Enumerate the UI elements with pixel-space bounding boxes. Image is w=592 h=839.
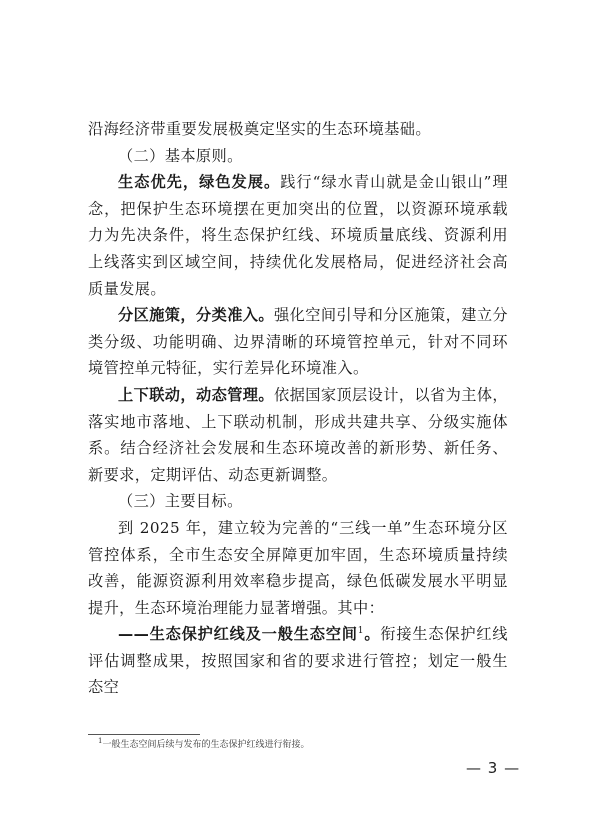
footnote (98, 739, 309, 751)
paragraph-text: 沿海经济带重要发展极奠定坚实的生态环境基础。 (88, 120, 431, 138)
section-heading-text: （三）主要目标。 (118, 492, 243, 511)
footnote-mark: 1 (98, 737, 103, 745)
paragraph-principle-zoning (88, 302, 508, 382)
paragraph-targets-overview (88, 515, 508, 621)
principle-text: 强化空间引导和分区施策，建立分类分级、功能明确、边界清晰的环境管控单元，针对不同环境管控单元特征，实行差异化环境准入。 (88, 306, 509, 378)
paragraph-continuation (88, 116, 508, 143)
section-heading-main-targets (88, 488, 508, 515)
footnote-divider (88, 734, 200, 735)
section-heading-text: （二）基本原则。 (118, 146, 243, 165)
target-text: 衔接生态保护红线评估调整成果，按照国家和省的要求进行管控；划定一般生态空 (88, 625, 508, 697)
section-heading-basic-principles (88, 143, 508, 170)
body-text (88, 116, 508, 701)
principle-heading: 上下联动，动态管理。 (118, 385, 275, 404)
paragraph-principle-linkage (88, 382, 508, 488)
paragraph-target-ecological-redline (88, 621, 508, 701)
footnote-text: 一般生态空间后续与发布的生态保护红线进行衔接。 (102, 740, 310, 750)
footnote-reference[interactable]: 1 (357, 626, 364, 637)
principle-heading: 分区施策，分类准入。 (118, 306, 275, 325)
principle-text: 践行“绿水青山就是金山银山”理念，把保护生态环境摆在更加突出的位置，以资源环境承载力为先决条件，将生态保护红线、环境质量底线、资源利用上线落实到区域空间，持续优化发展格局，促进经济社会高质量发展。 (88, 173, 509, 298)
target-heading: ——生态保护红线及一般生态空间 (118, 625, 358, 644)
principle-text: 依据国家顶层设计，以省为主体，落实地市落地、上下联动机制，形成共建共享、分级实施体系。结合经济社会发展和生态环境改善的新形势、新任务、新要求，定期评估、动态更新调整。 (88, 385, 509, 484)
paragraph-principle-ecology-first (88, 169, 508, 302)
principle-heading: 生态优先，绿色发展。 (118, 173, 281, 192)
page-number: — 3 — (466, 759, 521, 777)
paragraph-text: 到 2025 年，建立较为完善的“三线一单”生态环境分区管控体系，全市生态安全屏障更加牢固，生态环境质量持续改善，能源资源利用效率稳步提高，绿色低碳发展水平明显提升，生态环境治理能力显著增强。其中： (88, 518, 508, 617)
target-heading-end: 。 (363, 625, 381, 644)
